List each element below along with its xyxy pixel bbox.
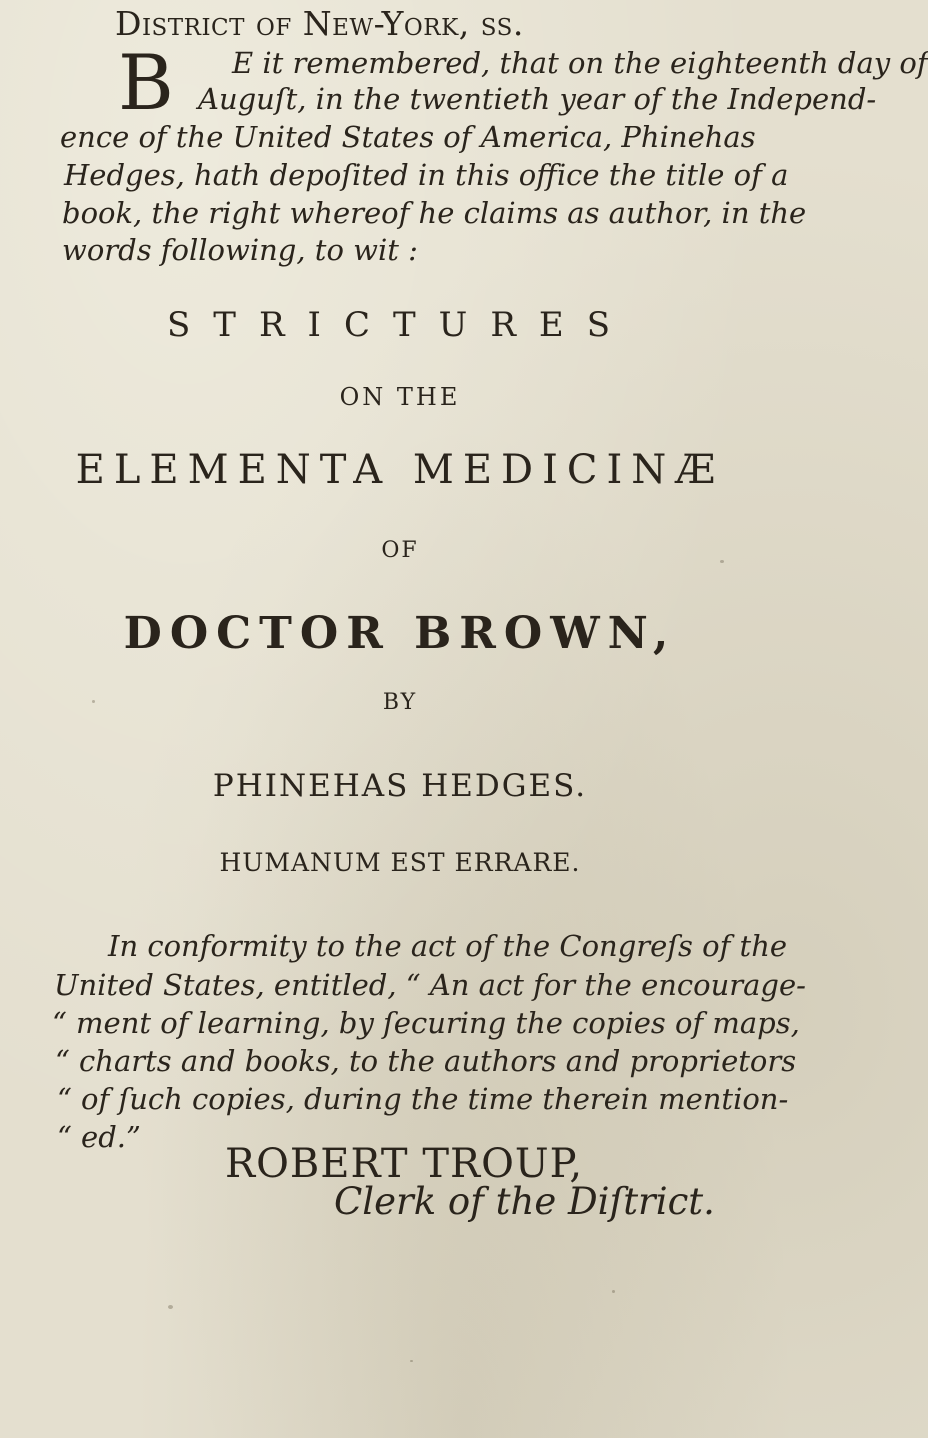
certificate-line: ence of the United States of America, Phinehas — [60, 120, 756, 154]
clerk-title: Clerk of the Diſtrict. — [334, 1180, 715, 1223]
drop-cap: B — [118, 38, 174, 127]
paper-speck — [720, 560, 724, 563]
book-title: STRICTURES — [166, 305, 634, 345]
book-subject: ELEMENTA MEDICINÆ — [75, 447, 725, 493]
conformity-line: “ ed.” — [57, 1120, 141, 1154]
conformity-line: “ of ſuch copies, during the time therein mention- — [57, 1082, 789, 1116]
doctor-name: DOCTOR BROWN, — [123, 608, 677, 659]
district-heading: District of New-York, ſs. — [115, 4, 524, 43]
clerk-name: ROBERT TROUP, — [225, 1141, 584, 1187]
conformity-line: United States, entitled, “ An act for the encourage- — [54, 968, 806, 1002]
on-the-label: ON THE — [339, 383, 461, 411]
of-label: OF — [381, 538, 419, 563]
conformity-line: “ charts and books, to the authors and proprietors — [55, 1044, 797, 1078]
by-label: BY — [382, 690, 418, 715]
motto: HUMANUM EST ERRARE. — [219, 848, 581, 877]
paper-speck — [612, 1290, 615, 1293]
paper-speck — [410, 1360, 413, 1362]
certificate-line: Hedges, hath depoſited in this office the title of a — [64, 158, 789, 192]
conformity-line: “ ment of learning, by ſecuring the copies of maps, — [52, 1006, 800, 1040]
conformity-line: In conformity to the act of the Congreſs of the — [108, 929, 788, 963]
author-name: PHINEHAS HEDGES. — [212, 768, 588, 804]
paper-speck — [168, 1305, 173, 1309]
certificate-line: book, the right whereof he claims as author, in the — [62, 196, 807, 230]
certificate-line: Auguſt, in the twentieth year of the Independ- — [198, 82, 877, 116]
paper-speck — [92, 700, 95, 703]
certificate-line: words following, to wit : — [62, 233, 418, 267]
certificate-line: E it remembered, that on the eighteenth day of — [232, 46, 928, 80]
